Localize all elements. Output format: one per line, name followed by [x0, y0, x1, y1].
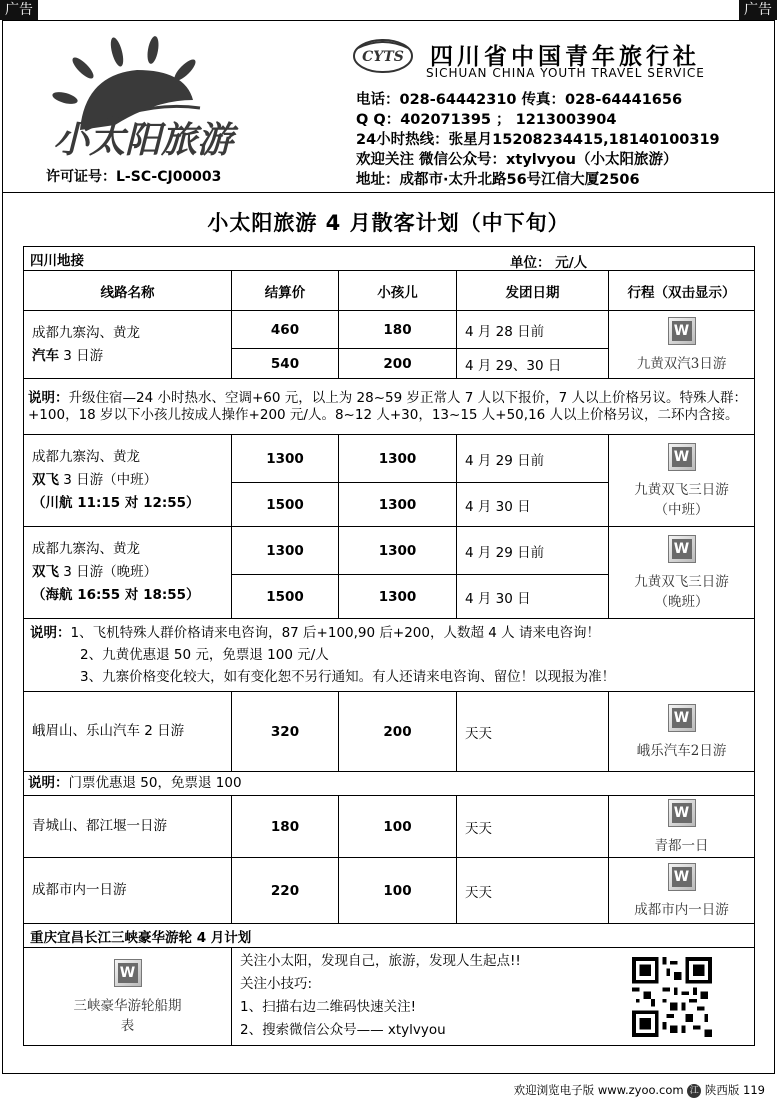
page-number: 119 [743, 1083, 765, 1097]
word-doc-icon[interactable]: W [668, 317, 696, 345]
qr-code-icon[interactable] [632, 957, 712, 1037]
footer-site: 欢迎浏览电子版 www.zyoo.com [513, 1083, 684, 1097]
price-cell: 460 [232, 311, 339, 349]
itinerary-doc-chengdu[interactable]: W 成都市内一日游 [609, 858, 755, 924]
unit-label: 单位： 元/人 [510, 255, 588, 271]
itinerary-doc-cruise[interactable]: W 三峡豪华游轮船期 表 [24, 948, 232, 1046]
itinerary-doc-jiuhuang-bus[interactable]: W 九黄双汽3日游 [609, 311, 755, 379]
contact-hotline: 24小时热线：张星月15208234415,18140100319 [356, 132, 720, 148]
route-qingcheng: 青城山、都江堰一日游 [24, 796, 232, 858]
price-cell: 1300 [232, 527, 339, 575]
word-doc-icon[interactable]: W [668, 443, 696, 471]
region-row [24, 247, 755, 271]
child-price-cell: 1300 [339, 483, 457, 527]
child-price-cell: 100 [339, 858, 457, 924]
date-cell: 4 月 30 日 [457, 483, 609, 527]
sun-logo-icon [25, 30, 270, 165]
header-child: 小孩儿 [339, 271, 457, 311]
contact-qq: Q Q：402071395 ； 1213003904 [356, 112, 617, 128]
date-cell: 4 月 28 日前 [457, 311, 609, 349]
route-jiuzhai-bus: 成都九寨沟、黄龙 汽车 3 日游 [24, 311, 232, 379]
footer-edition: 陕西版 [704, 1083, 740, 1097]
price-cell: 1500 [232, 483, 339, 527]
cyts-logo-text: CYTS [362, 49, 404, 65]
cruise-title: 重庆宜昌长江三峡豪华游轮 4 月计划 [24, 924, 755, 948]
header-itinerary: 行程（双击显示） [609, 271, 755, 311]
child-price-cell: 180 [339, 311, 457, 349]
ad-label-left: 广告 [0, 0, 38, 20]
logo-brand-text: 小太阳旅游 [53, 119, 234, 161]
child-price-cell: 200 [339, 692, 457, 772]
itinerary-doc-jiuhuang-flight-mid[interactable]: W 九黄双飞三日游 （中班） [609, 435, 755, 527]
header-price: 结算价 [232, 271, 339, 311]
price-cell: 320 [232, 692, 339, 772]
contact-phone: 电话：028-64442310 传真：028-64441656 [356, 92, 683, 108]
route-emei-leshan: 峨眉山、乐山汽车 2 日游 [24, 692, 232, 772]
price-cell: 1300 [232, 435, 339, 483]
header-divider [2, 192, 775, 193]
itinerary-doc-qingcheng[interactable]: W 青都一日 [609, 796, 755, 858]
child-price-cell: 1300 [339, 435, 457, 483]
child-price-cell: 200 [339, 349, 457, 379]
price-cell: 180 [232, 796, 339, 858]
ad-label-right: 广告 [739, 0, 777, 20]
agency-name-en: SICHUAN CHINA YOUTH TRAVEL SERVICE [426, 66, 705, 80]
itinerary-doc-jiuhuang-flight-late[interactable]: W 九黄双飞三日游 （晚班） [609, 527, 755, 619]
route-chengdu-city: 成都市内一日游 [24, 858, 232, 924]
word-doc-icon[interactable]: W [114, 959, 142, 987]
date-cell: 天天 [457, 796, 609, 858]
date-cell: 天天 [457, 858, 609, 924]
itinerary-doc-emei[interactable]: W 峨乐汽车2日游 [609, 692, 755, 772]
follow-info: 关注小太阳，发现自己，旅游，发现人生起点!! 关注小技巧: 1、扫描右边二维码快速关注! 2、搜索微信公众号—— xtylvyou [232, 948, 755, 1046]
word-doc-icon[interactable]: W [668, 535, 696, 563]
price-cell: 220 [232, 858, 339, 924]
date-cell: 4 月 29、30 日 [457, 349, 609, 379]
word-doc-icon[interactable]: W [668, 799, 696, 827]
child-price-cell: 100 [339, 796, 457, 858]
license-number: 许可证号：L-SC-CJ00003 [46, 169, 222, 185]
route-jiuzhai-flight-mid: 成都九寨沟、黄龙 双飞 3 日游（中班） （川航 11:15 对 12:55） [24, 435, 232, 527]
cyts-logo-icon [352, 36, 414, 76]
date-cell: 天天 [457, 692, 609, 772]
header-route: 线路名称 [24, 271, 232, 311]
note-jiuzhai-flight: 说明：1、飞机特殊人群价格请来电咨询，87 后+100,90 后+200，人数超 4 人 请来电咨询！ 2、九黄优惠退 50 元，免票退 100 元/人 3、九寨价格变化较大，如有变化恕不另行通知。有人还请来电咨询、留位！以现报为准！ [24, 619, 755, 692]
agency-name-cn: 四川省中国青年旅行社 [430, 44, 700, 70]
contact-wechat: 欢迎关注 微信公众号：xtylvyou（小太阳旅游） [356, 152, 678, 168]
word-doc-icon[interactable]: W [668, 863, 696, 891]
page-footer [514, 1082, 765, 1098]
contact-address: 地址：成都市·太升北路56号江信大厦2506 [356, 172, 640, 188]
child-price-cell: 1300 [339, 527, 457, 575]
header-date: 发团日期 [457, 271, 609, 311]
route-jiuzhai-flight-late: 成都九寨沟、黄龙 双飞 3 日游（晚班） （海航 16:55 对 18:55） [24, 527, 232, 619]
price-cell: 540 [232, 349, 339, 379]
price-cell: 1500 [232, 575, 339, 619]
date-cell: 4 月 30 日 [457, 575, 609, 619]
child-price-cell: 1300 [339, 575, 457, 619]
region-label: 四川地接 [30, 252, 84, 269]
date-cell: 4 月 29 日前 [457, 435, 609, 483]
tour-price-table [23, 246, 755, 1046]
word-doc-icon[interactable]: W [668, 704, 696, 732]
page-title: 小太阳旅游 4 月散客计划（中下旬） [207, 211, 570, 235]
edition-icon: 江 [687, 1084, 701, 1098]
note-emei: 说明：门票优惠退 50，免票退 100 [24, 772, 755, 796]
date-cell: 4 月 29 日前 [457, 527, 609, 575]
note-jiuzhai-bus: 说明：升级住宿—24 小时热水、空调+60 元，以上为 28~59 岁正常人 7 人以下报价，7 人以上价格另议。特殊人群：+100，18 岁以下小孩儿按成人操作+200 元/人。8~12 人+30，13~15 人+50,16 人以上价格另议，二环内含接。 [24, 379, 755, 435]
